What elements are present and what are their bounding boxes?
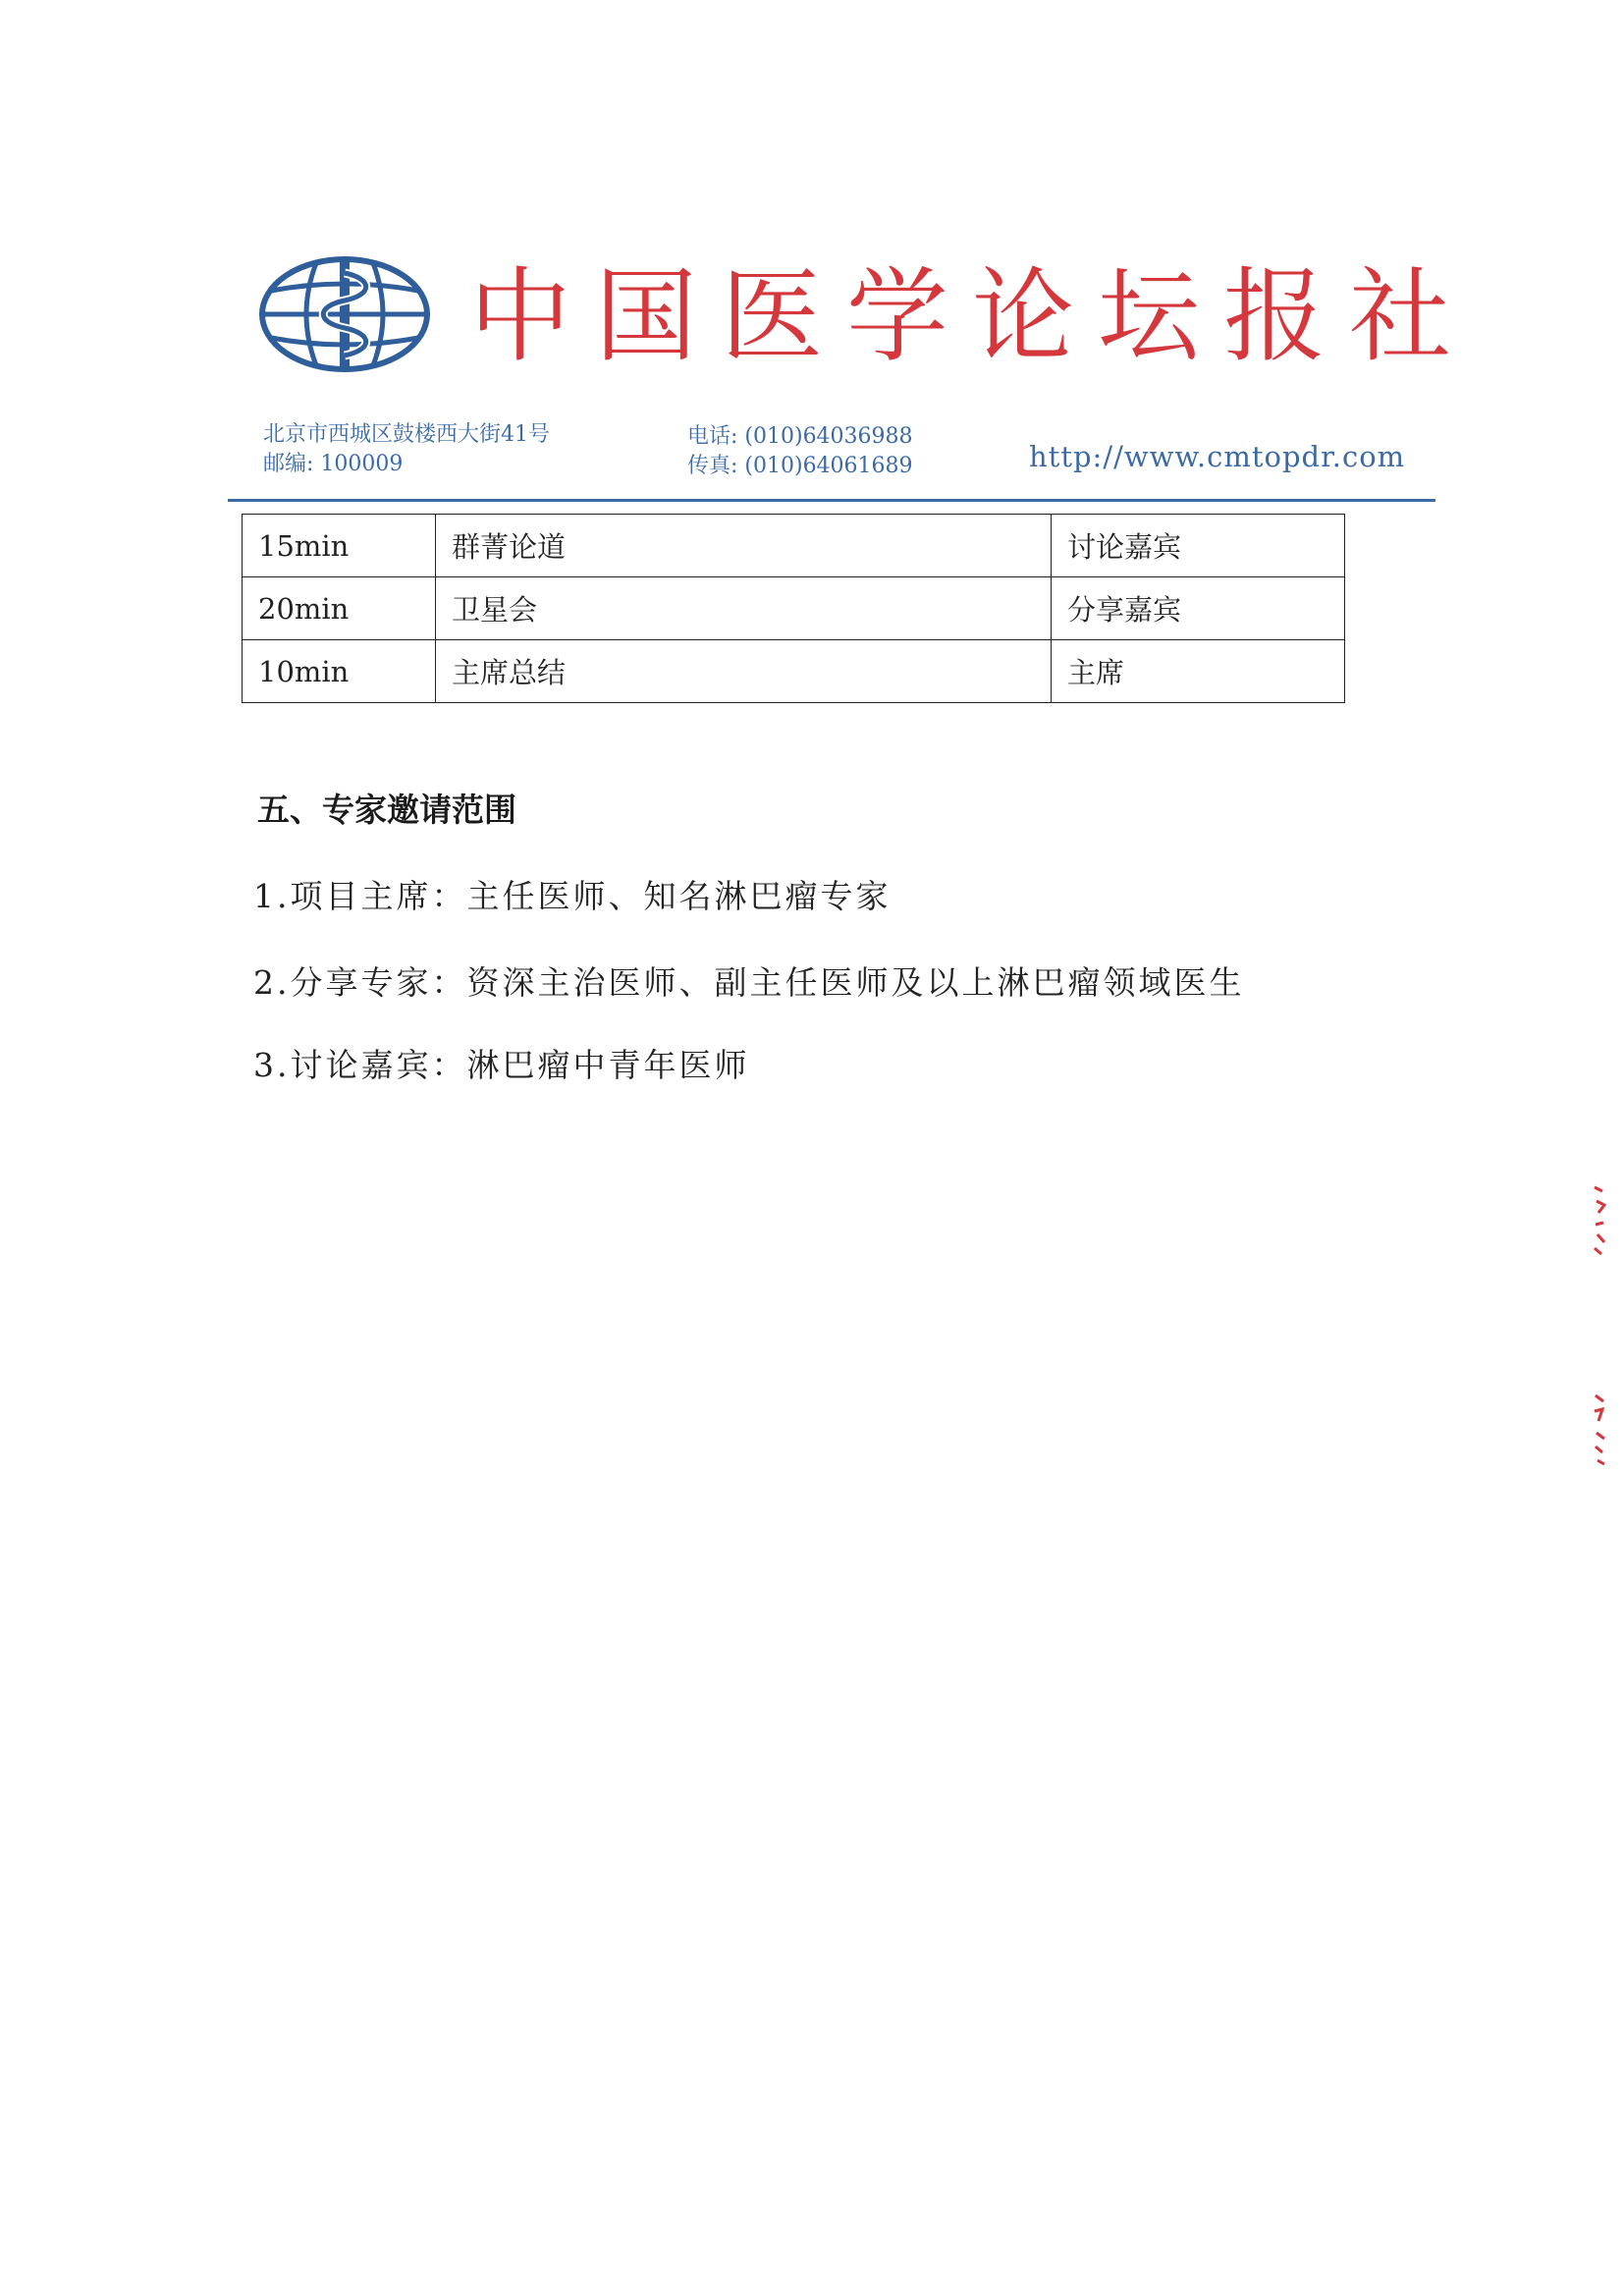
fax-text: 传真: (010)64061689 xyxy=(687,454,913,478)
role-cell: 主席 xyxy=(1052,640,1345,703)
postcode-text: 邮编: 100009 xyxy=(263,452,404,476)
role-cell: 讨论嘉宾 xyxy=(1052,515,1345,577)
schedule-table xyxy=(242,514,1345,703)
phone-text: 电话: (010)64036988 xyxy=(687,424,913,449)
website-url: http://www.cmtopdr.com xyxy=(1029,440,1406,473)
section-heading: 五、专家邀请范围 xyxy=(257,791,516,829)
duration-cell: 10min xyxy=(243,640,436,703)
duration-cell: 15min xyxy=(243,515,436,577)
list-item: 2.分享专家：资深主治医师、副主任医师及以上淋巴瘤领域医生 xyxy=(253,963,1245,1002)
table-row xyxy=(243,515,1345,577)
list-item: 1.项目主席：主任医师、知名淋巴瘤专家 xyxy=(253,877,892,915)
seal-edge-mark xyxy=(1593,1390,1606,1468)
topic-cell: 群菁论道 xyxy=(436,515,1052,577)
topic-cell: 主席总结 xyxy=(436,640,1052,703)
address-block xyxy=(263,420,550,479)
topic-cell: 卫星会 xyxy=(436,577,1052,640)
globe-caduceus-logo xyxy=(257,255,432,373)
role-cell: 分享嘉宾 xyxy=(1052,577,1345,640)
letterhead-divider xyxy=(228,499,1435,502)
seal-edge-mark xyxy=(1593,1183,1606,1262)
table-row xyxy=(243,577,1345,640)
list-item: 3.讨论嘉宾：淋巴瘤中青年医师 xyxy=(253,1046,750,1084)
address-text: 北京市西城区鼓楼西大街41号 xyxy=(263,422,550,447)
duration-cell: 20min xyxy=(243,577,436,640)
contact-block xyxy=(687,422,913,481)
table-row xyxy=(243,640,1345,703)
organization-name: 中国医学论坛报社 xyxy=(469,256,1476,376)
